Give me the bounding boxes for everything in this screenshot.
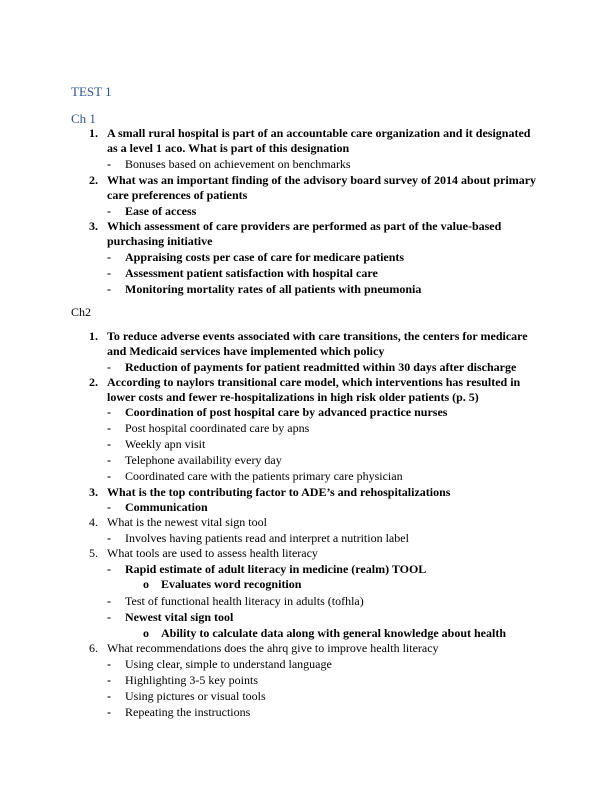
answer-item: Rapid estimate of adult literacy in medicine (realm) TOOL bbox=[125, 562, 427, 576]
dash-bullet: - bbox=[107, 657, 111, 671]
question-number: 1. bbox=[89, 329, 98, 343]
question-text: as a level 1 aco. What is part of this designation bbox=[107, 141, 350, 155]
chapter-2-heading: Ch2 bbox=[71, 305, 92, 319]
question-text: care preferences of patients bbox=[107, 188, 248, 202]
question-number: 3. bbox=[89, 485, 98, 499]
question-text: and Medicaid services have implemented which policy bbox=[107, 344, 385, 358]
question-text: A small rural hospital is part of an accountable care organization and it designated bbox=[107, 126, 531, 140]
circle-bullet: o bbox=[143, 577, 149, 591]
answer-item: Ease of access bbox=[125, 204, 197, 218]
answer-item: Coordinated care with the patients primary care physician bbox=[125, 469, 403, 483]
question-text: What was an important finding of the advisory board survey of 2014 about primary bbox=[107, 173, 537, 187]
question-text: purchasing initiative bbox=[107, 234, 213, 248]
answer-item: Test of functional health literacy in adults (tofhla) bbox=[125, 594, 364, 608]
answer-item: Using clear, simple to understand language bbox=[125, 657, 332, 671]
answer-item: Appraising costs per case of care for medicare patients bbox=[125, 250, 405, 264]
answer-item: Repeating the instructions bbox=[125, 705, 251, 719]
answer-item: Assessment patient satisfaction with hospital care bbox=[125, 266, 378, 280]
dash-bullet: - bbox=[107, 453, 111, 467]
question-text: What is the top contributing factor to ADE’s and rehospitalizations bbox=[107, 485, 451, 499]
question-text: Which assessment of care providers are performed as part of the value-based bbox=[107, 219, 502, 233]
answer-item: Involves having patients read and interpret a nutrition label bbox=[125, 531, 409, 545]
answer-item: Using pictures or visual tools bbox=[125, 689, 266, 703]
answer-item: Telephone availability every day bbox=[125, 453, 282, 467]
dash-bullet: - bbox=[107, 689, 111, 703]
sub-answer-item: Evaluates word recognition bbox=[161, 577, 302, 591]
document-title: TEST 1 bbox=[71, 84, 112, 99]
answer-item: Post hospital coordinated care by apns bbox=[125, 421, 310, 435]
answer-item: Bonuses based on achievement on benchmarks bbox=[125, 157, 351, 171]
dash-bullet: - bbox=[107, 531, 111, 545]
answer-item: Communication bbox=[125, 500, 208, 514]
answer-item: Reduction of payments for patient readmitted within 30 days after discharge bbox=[125, 360, 517, 374]
sub-answer-item: Ability to calculate data along with general knowledge about health bbox=[161, 626, 507, 640]
dash-bullet: - bbox=[107, 282, 111, 296]
question-text: What tools are used to assess health literacy bbox=[107, 546, 318, 560]
answer-item: Weekly apn visit bbox=[125, 437, 206, 451]
question-number: 5. bbox=[89, 546, 98, 560]
answer-item: Highlighting 3-5 key points bbox=[125, 673, 258, 687]
question-text: lower costs and fewer re-hospitalizations in high risk older patients (p. 5) bbox=[107, 390, 479, 404]
question-number: 6. bbox=[89, 641, 98, 655]
dash-bullet: - bbox=[107, 405, 111, 419]
dash-bullet: - bbox=[107, 610, 111, 624]
dash-bullet: - bbox=[107, 594, 111, 608]
dash-bullet: - bbox=[107, 421, 111, 435]
dash-bullet: - bbox=[107, 157, 111, 171]
question-number: 1. bbox=[89, 126, 98, 140]
circle-bullet: o bbox=[143, 626, 149, 640]
dash-bullet: - bbox=[107, 437, 111, 451]
question-number: 4. bbox=[89, 515, 98, 529]
question-text: What is the newest vital sign tool bbox=[107, 515, 267, 529]
answer-item: Newest vital sign tool bbox=[125, 610, 234, 624]
question-number: 2. bbox=[89, 173, 98, 187]
dash-bullet: - bbox=[107, 562, 111, 576]
answer-item: Coordination of post hospital care by advanced practice nurses bbox=[125, 405, 448, 419]
question-text: What recommendations does the ahrq give to improve health literacy bbox=[107, 641, 439, 655]
dash-bullet: - bbox=[107, 250, 111, 264]
dash-bullet: - bbox=[107, 360, 111, 374]
dash-bullet: - bbox=[107, 705, 111, 719]
question-text: According to naylors transitional care model, which interventions has resulted in bbox=[107, 375, 521, 389]
question-number: 3. bbox=[89, 219, 98, 233]
question-number: 2. bbox=[89, 375, 98, 389]
question-text: To reduce adverse events associated with care transitions, the centers for medicare bbox=[107, 329, 528, 343]
answer-item: Monitoring mortality rates of all patients with pneumonia bbox=[125, 282, 422, 296]
dash-bullet: - bbox=[107, 266, 111, 280]
dash-bullet: - bbox=[107, 469, 111, 483]
dash-bullet: - bbox=[107, 500, 111, 514]
dash-bullet: - bbox=[107, 204, 111, 218]
chapter-1-heading: Ch 1 bbox=[71, 111, 96, 126]
dash-bullet: - bbox=[107, 673, 111, 687]
